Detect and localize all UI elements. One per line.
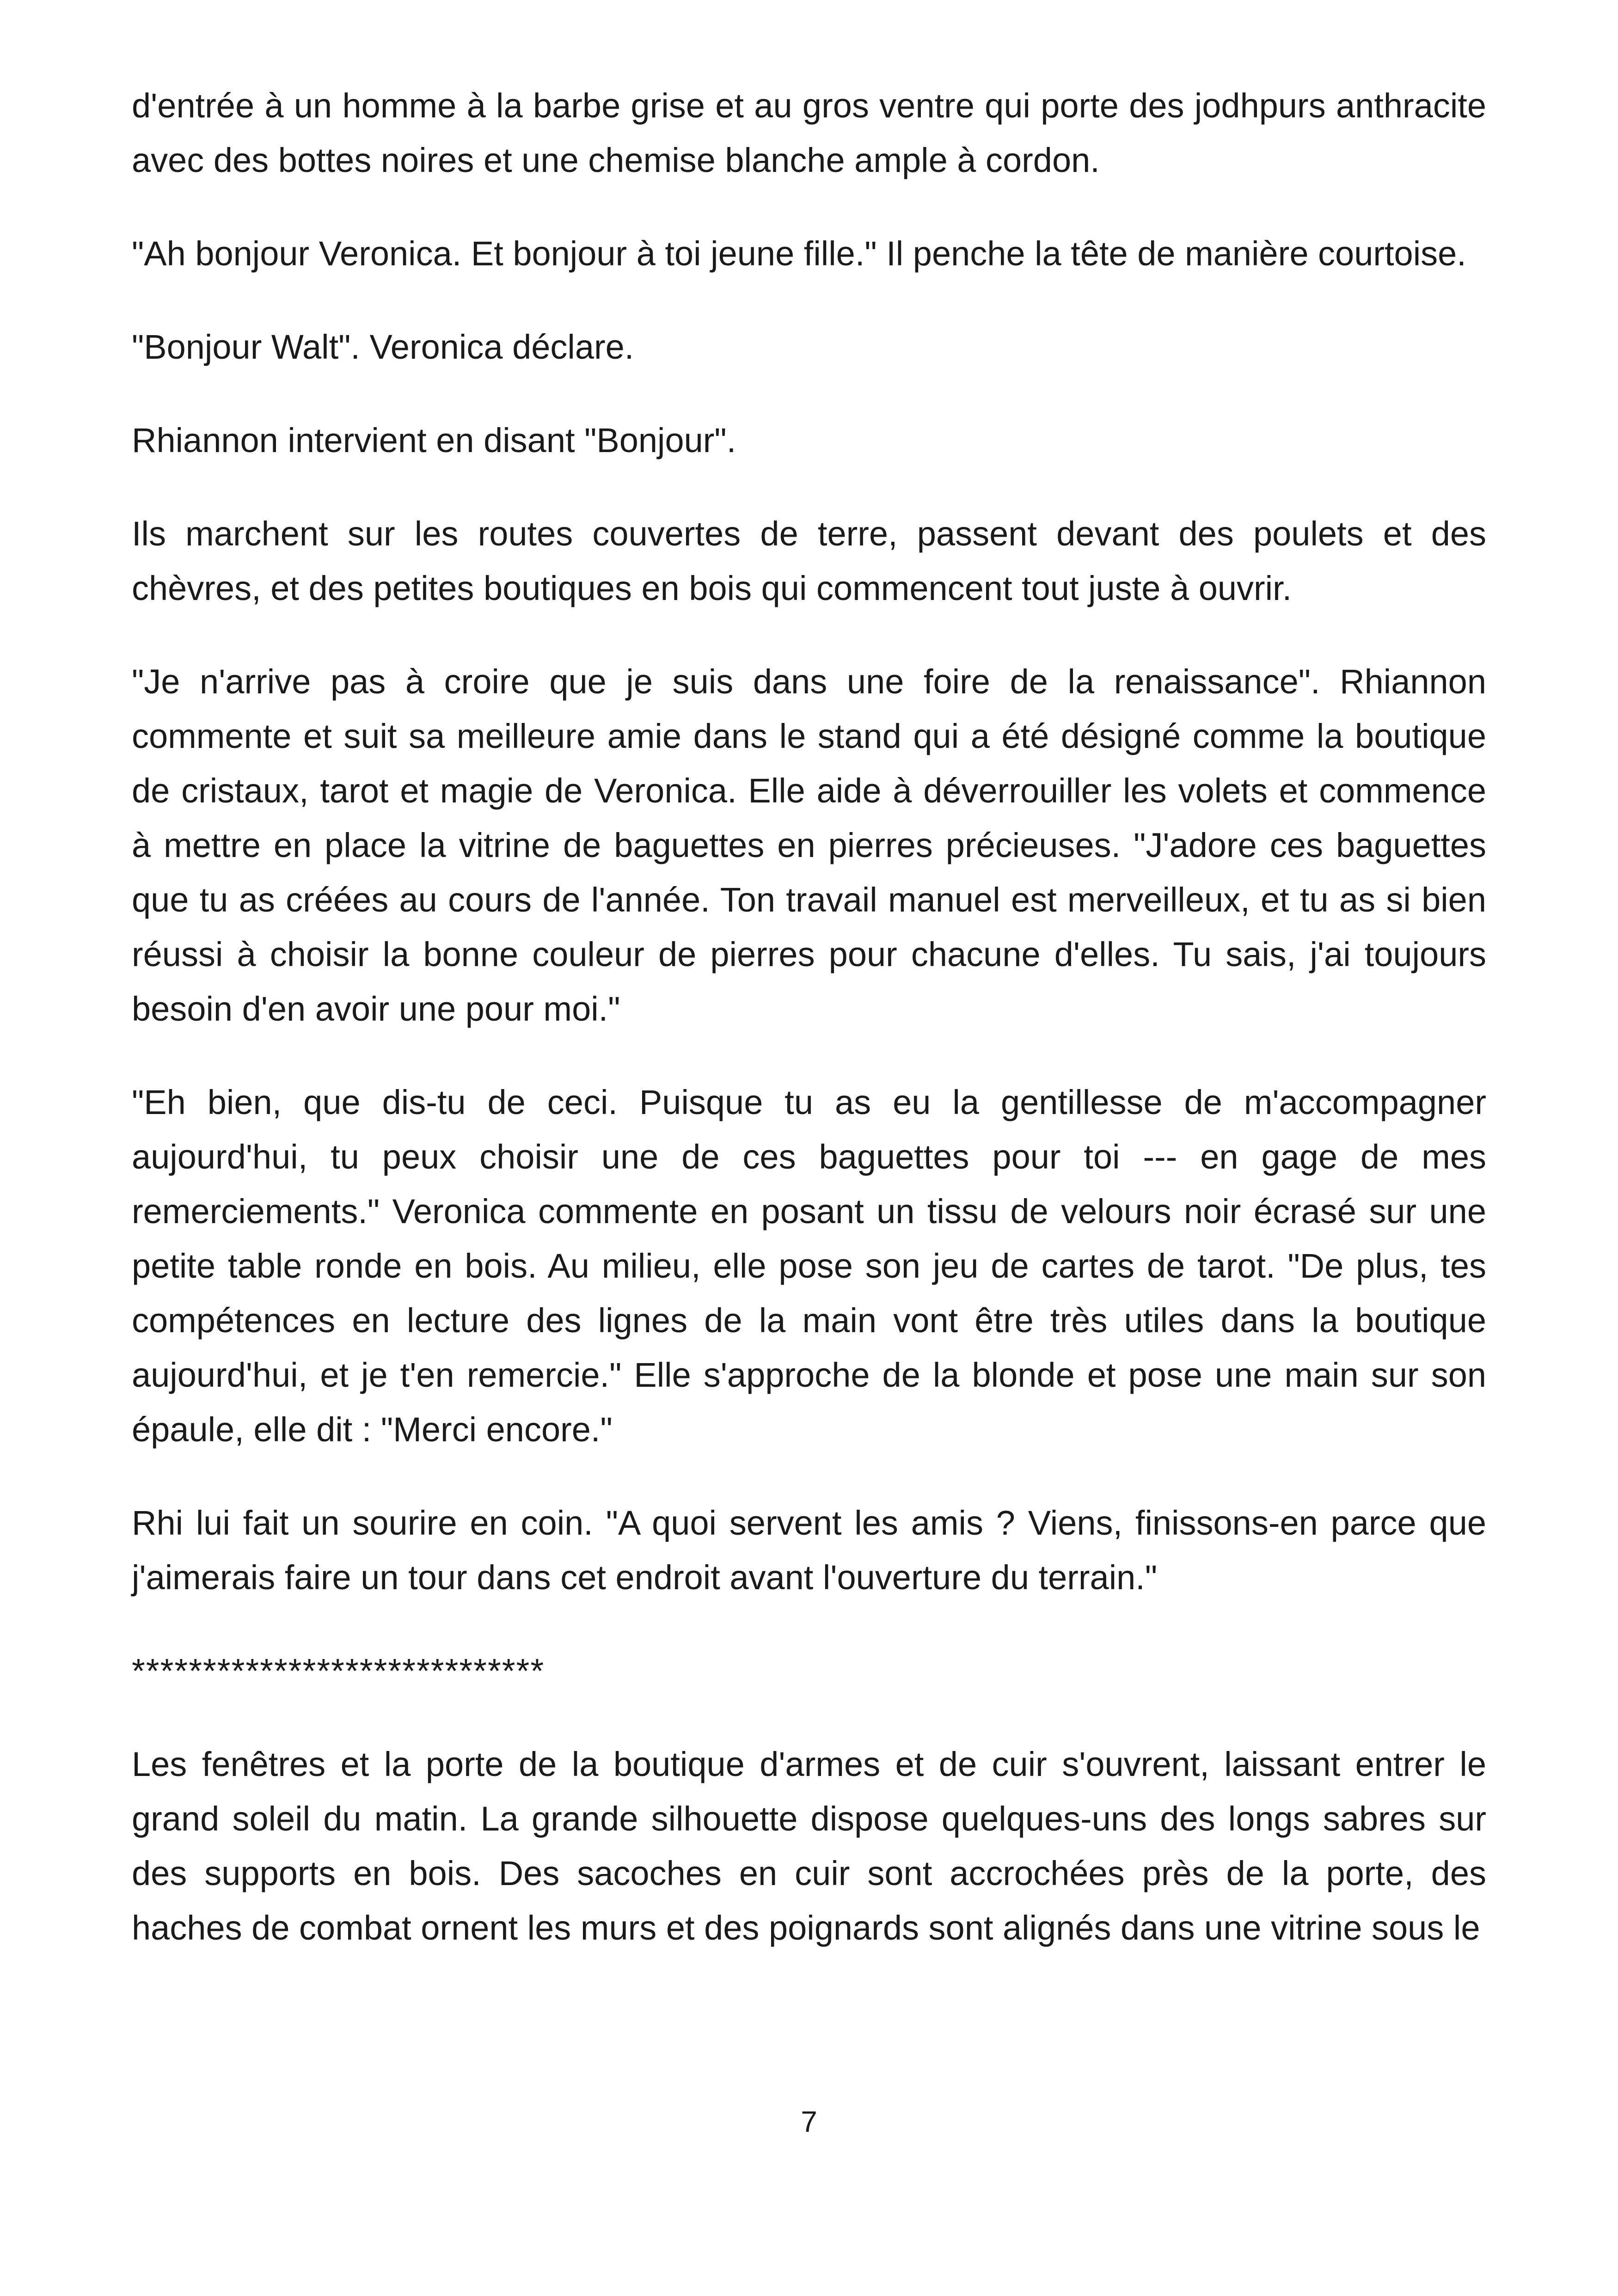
- scene-separator: *****************************: [132, 1652, 545, 1690]
- paragraph: d'entrée à un homme à la barbe grise et au gros ventre qui porte des jodhpurs anthracite avec des bottes noires et une chemise blanche ample à cordon.: [132, 86, 1486, 179]
- paragraph: Les fenêtres et la porte de la boutique d'armes et de cuir s'ouvrent, laissant entrer le grand soleil du matin. La grande silhouette dispose quelques-uns des longs sabres sur des supports en bois. Des sacoches en cuir sont accrochées près de la porte, des haches de combat ornent les murs et des poignards sont alignés dans une vitrine sous le: [132, 1745, 1486, 1947]
- paragraph: "Je n'arrive pas à croire que je suis dans une foire de la renaissance". Rhiannon commente et suit sa meilleure amie dans le stand qui a été désigné comme la boutique de cristaux, tarot et magie de Veronica. Elle aide à déverrouiller les volets et commence à mettre en place la vitrine de baguettes en pierres précieuses. "J'adore ces baguettes que tu as créées au cours de l'année. Ton travail manuel est merveilleux, et tu as si bien réussi à choisir la bonne couleur de pierres pour chacune d'elles. Tu sais, j'ai toujours besoin d'en avoir une pour moi.": [132, 662, 1486, 1028]
- paragraph: "Eh bien, que dis-tu de ceci. Puisque tu as eu la gentillesse de m'accompagner aujourd'hui, tu peux choisir une de ces baguettes pour toi --- en gage de mes remerciements." Veronica commente en posant un tissu de velours noir écrasé sur une petite table ronde en bois. Au milieu, elle pose son jeu de cartes de tarot. "De plus, tes compétences en lecture des lignes de la main vont être très utiles dans la boutique aujourd'hui, et je t'en remercie." Elle s'approche de la blonde et pose une main sur son épaule, elle dit : "Merci encore.": [132, 1083, 1486, 1449]
- paragraph: Ils marchent sur les routes couvertes de terre, passent devant des poulets et des chèvres, et des petites boutiques en bois qui commencent tout juste à ouvrir.: [132, 514, 1486, 607]
- page-number: 7: [801, 2105, 817, 2138]
- body-text: [132, 79, 1486, 1994]
- paragraph: "Bonjour Walt". Veronica déclare.: [132, 328, 634, 366]
- paragraph: "Ah bonjour Veronica. Et bonjour à toi jeune fille." Il penche la tête de manière courtoise.: [132, 234, 1466, 273]
- paragraph: Rhi lui fait un sourire en coin. "A quoi servent les amis ? Viens, finissons-en parce que j'aimerais faire un tour dans cet endroit avant l'ouverture du terrain.": [132, 1504, 1486, 1597]
- paragraph: Rhiannon intervient en disant "Bonjour".: [132, 421, 736, 459]
